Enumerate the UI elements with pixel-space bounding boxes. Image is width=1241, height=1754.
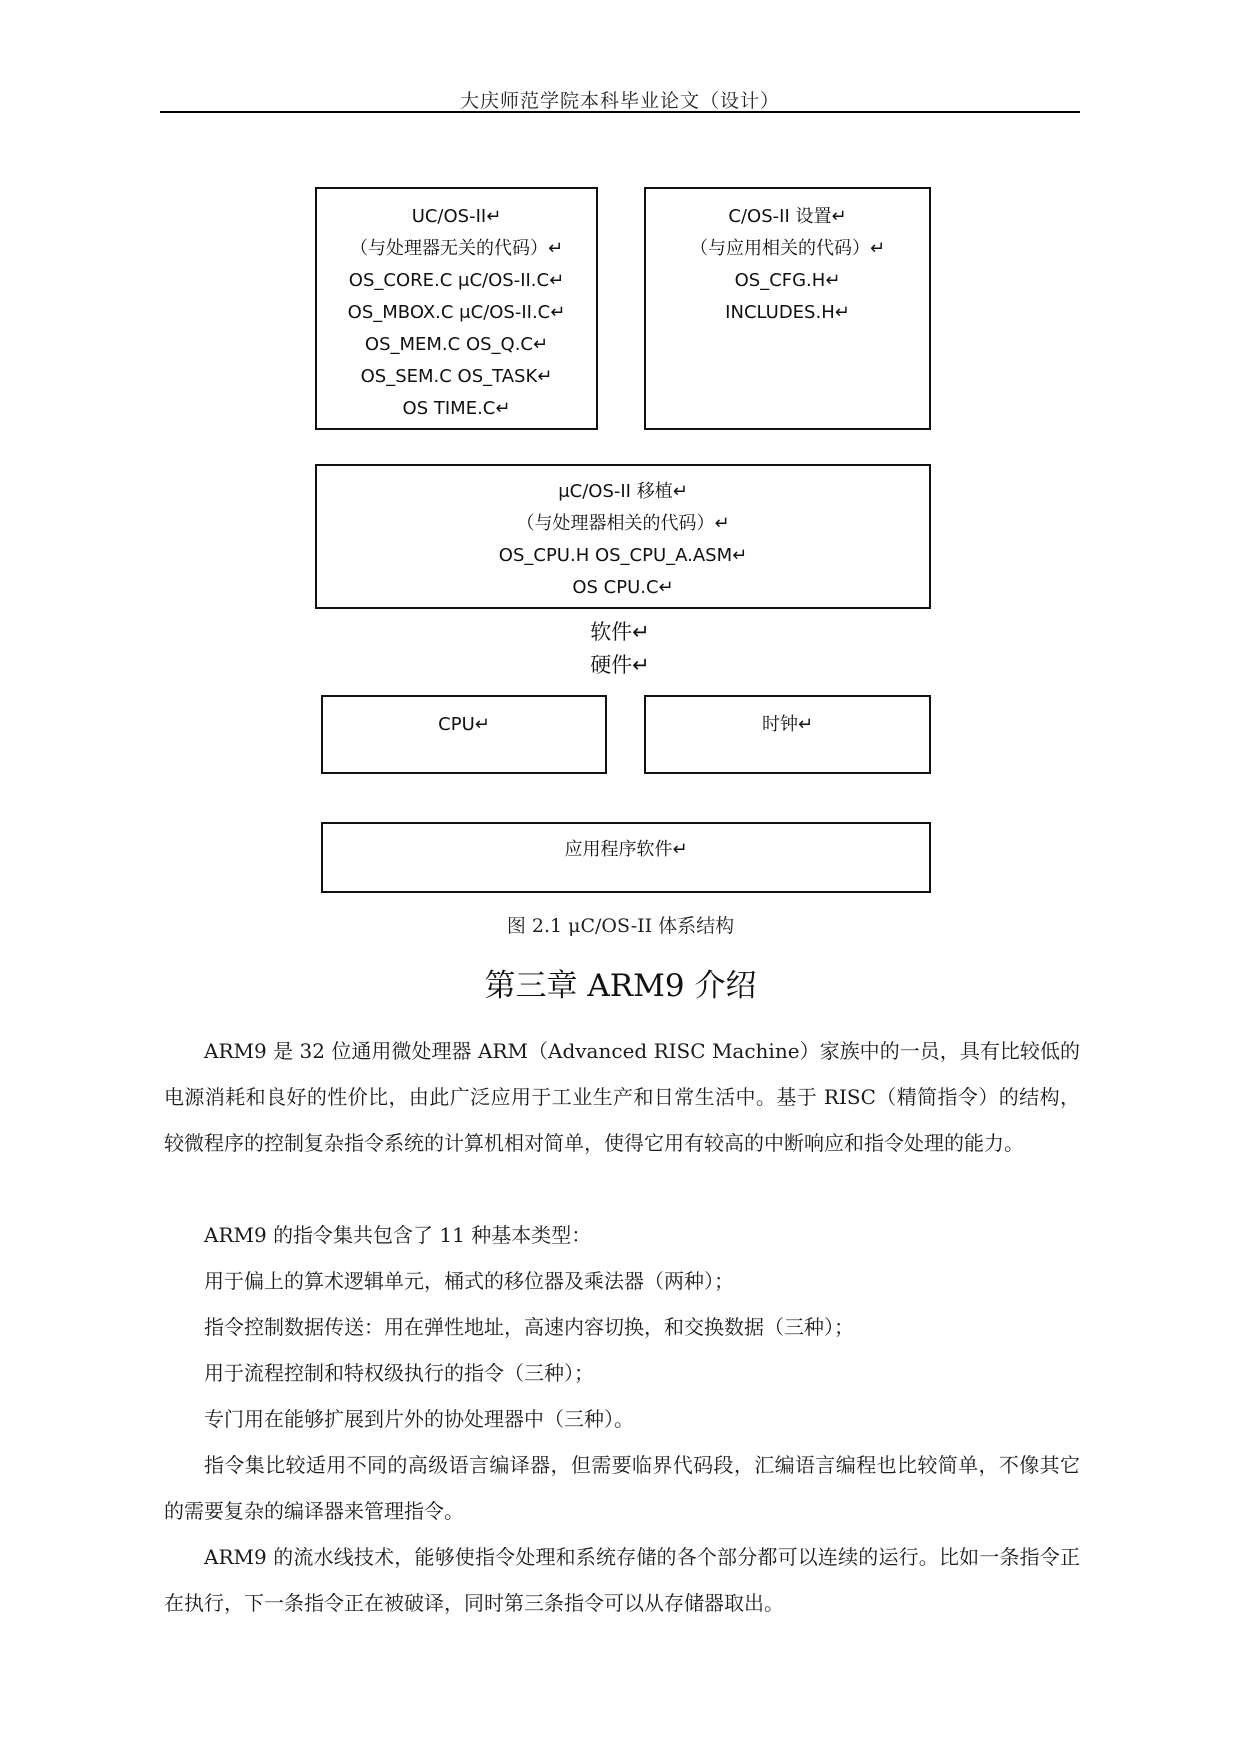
box-line: （与处理器相关的代码）↵ [516, 513, 730, 534]
body-paragraph: 指令集比较适用不同的高级语言编译器，但需要临界代码段，汇编语言编程也比较简单，不像其它的需要复杂的编译器来管理指令。 [164, 1453, 1080, 1523]
application-software-box [321, 822, 931, 893]
figure-caption: 图 2.1 μC/OS-II 体系结构 [506, 915, 735, 937]
box-line: （与应用相关的代码）↵ [689, 238, 886, 259]
chapter-title: 第三章 ARM9 介绍 [484, 968, 757, 1004]
box-line: OS_MEM.C OS_Q.C↵ [364, 334, 549, 355]
box-line: 应用程序软件↵ [564, 839, 688, 860]
software-layer-label: 软件↵ [590, 620, 650, 644]
box-line: OS CPU.C↵ [572, 577, 674, 598]
hardware-layer-label: 硬件↵ [590, 653, 650, 677]
port-code-box [315, 464, 931, 609]
box-line: OS_CORE.C μC/OS-II.C↵ [348, 270, 565, 291]
box-line: OS_MBOX.C μC/OS-II.C↵ [347, 302, 566, 323]
box-line: UC/OS-II↵ [411, 206, 502, 227]
box-line: OS_CFG.H↵ [734, 270, 841, 291]
box-line: OS TIME.C↵ [402, 398, 511, 419]
application-config-box [644, 187, 931, 430]
box-line: μC/OS-II 移植↵ [558, 481, 688, 502]
body-paragraph: ARM9 的流水线技术，能够使指令处理和系统存储的各个部分都可以连续的运行。比如一条指令正在执行，下一条指令正在被破译，同时第三条指令可以从存储器取出。 [164, 1545, 1080, 1615]
body-paragraph: 用于流程控制和特权级执行的指令（三种）； [204, 1361, 594, 1385]
body-paragraph: 指令控制数据传送：用在弹性地址，高速内容切换，和交换数据（三种）； [204, 1315, 854, 1339]
box-line: OS_SEM.C OS_TASK↵ [360, 366, 553, 387]
box-line: （与处理器无关的代码）↵ [349, 238, 564, 259]
box-line: INCLUDES.H↵ [725, 302, 850, 323]
box-line: CPU↵ [438, 714, 490, 735]
clock-box [644, 695, 931, 774]
box-line: OS_CPU.H OS_CPU_A.ASM↵ [498, 545, 748, 566]
body-paragraph: 用于偏上的算术逻辑单元，桶式的移位器及乘法器（两种）； [204, 1269, 734, 1293]
body-paragraph: ARM9 的指令集共包含了 11 种基本类型： [204, 1223, 592, 1247]
box-line: 时钟↵ [761, 714, 814, 735]
body-paragraph: 专门用在能够扩展到片外的协处理器中（三种）。 [204, 1407, 634, 1431]
header-rule [160, 111, 1080, 113]
box-line: C/OS-II 设置↵ [728, 206, 847, 227]
processor-independent-code-box [315, 187, 598, 430]
cpu-box [321, 695, 607, 774]
body-paragraph: ARM9 是 32 位通用微处理器 ARM（Advanced RISC Machine）家族中的一员，具有比较低的电源消耗和良好的性价比，由此广泛应用于工业生产和日常生活中。基于 RISC（精简指令）的结构，较微程序的控制复杂指令系统的计算机相对简单，使得它用有较高的中断响应和指令处理的能力。 [164, 1039, 1080, 1155]
running-header: 大庆师范学院本科毕业论文（设计） [459, 90, 780, 112]
